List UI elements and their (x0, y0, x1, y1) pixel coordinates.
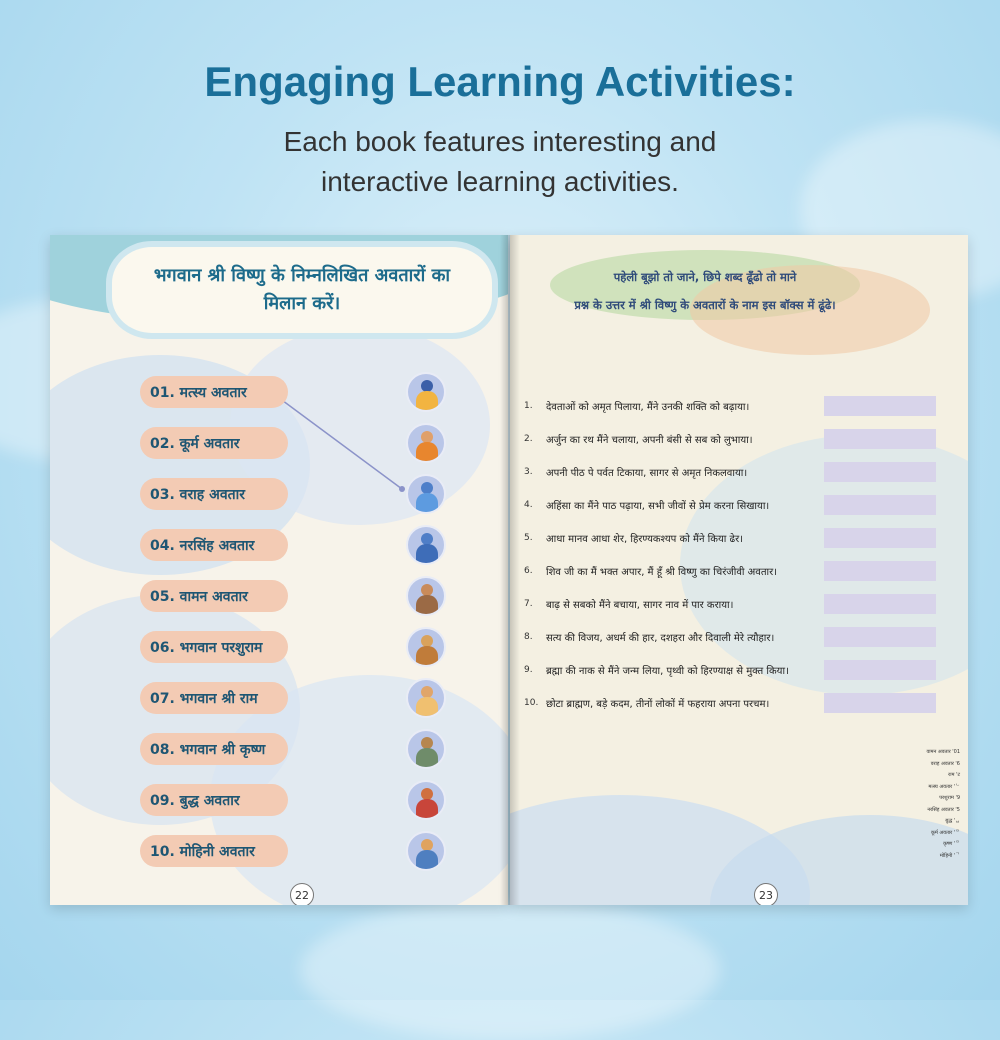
avatar-option-1[interactable]: 01. मत्स्य अवतार (140, 376, 288, 408)
question-number: 7. (524, 599, 533, 609)
avatar-option-3[interactable]: 03. वराह अवतार (140, 478, 288, 510)
answer-box-4[interactable] (824, 495, 936, 515)
avatar-image-2[interactable] (406, 423, 446, 463)
question-number: 4. (524, 500, 533, 510)
answer-key-line: कूर्म अवतार 'ᄅ (930, 829, 960, 836)
answer-box-5[interactable] (824, 528, 936, 548)
question-number: 1. (524, 401, 533, 411)
page-heading: Engaging Learning Activities: (204, 58, 796, 105)
answer-key (890, 747, 960, 862)
answer-box-7[interactable] (824, 594, 936, 614)
avatar-image-8[interactable] (406, 729, 446, 769)
avatar-image-9[interactable] (406, 780, 446, 820)
avatar-image-10[interactable] (406, 831, 446, 871)
page-number-left: 22 (290, 883, 314, 905)
avatar-image-7[interactable] (406, 678, 446, 718)
answer-key-line: राम 'ट (948, 772, 960, 778)
question-text: छोटा ब्राह्मण, बड़े कदम, तीनों लोकों में फहराया अपना परचम। (546, 699, 770, 710)
answer-key-line: मोहिनी 'ᄀ (939, 852, 960, 859)
question-text: देवताओं को अमृत पिलाया, मैंने उनकी शक्ति को बढ़ाया। (546, 402, 750, 413)
avatar-option-10[interactable]: 10. मोहिनी अवतार (140, 835, 288, 867)
avatar-image-4[interactable] (406, 525, 446, 565)
right-page (510, 235, 968, 905)
question-number: 9. (524, 665, 533, 675)
subheading-line-2: interactive learning activities. (321, 166, 679, 197)
question-text: बाढ़ से सबको मैंने बचाया, सागर नाव में पार कराया। (546, 600, 734, 611)
riddle-line-1: पहेली बूझो तो जाने, छिपे शब्द ढूँढो तो माने (613, 270, 797, 284)
question-text: शिव जी का मैं भक्त अपार, मैं हूँ श्री विष्णु का चिरंजीवी अवतार। (546, 567, 778, 578)
question-text: आधा मानव आधा शेर, हिरण्यकश्यप को मैंने किया ढेर। (546, 534, 744, 545)
answer-key-line: नरसिंह अवतार '5 (927, 806, 960, 813)
answer-box-10[interactable] (824, 693, 936, 713)
question-text: अर्जुन का रथ मैंने चलाया, अपनी बंसी से सब को लुभाया। (546, 435, 753, 446)
avatar-option-9[interactable]: 09. बुद्ध अवतार (140, 784, 288, 816)
riddle-banner (540, 263, 870, 333)
answer-box-9[interactable] (824, 660, 936, 680)
question-number: 6. (524, 566, 533, 576)
match-title-line-2: मिलान करें। (263, 293, 341, 314)
question-number: 2. (524, 434, 533, 444)
answer-box-2[interactable] (824, 429, 936, 449)
left-page (50, 235, 508, 905)
answer-box-3[interactable] (824, 462, 936, 482)
answer-box-1[interactable] (824, 396, 936, 416)
page-subheading (150, 122, 850, 202)
avatar-option-4[interactable]: 04. नरसिंह अवतार (140, 529, 288, 561)
subheading-line-1: Each book features interesting and (283, 126, 717, 157)
avatar-option-5[interactable]: 05. वामन अवतार (140, 580, 288, 612)
question-text: अपनी पीठ पे पर्वत टिकाया, सागर से अमृत निकलवाया। (546, 468, 748, 479)
answer-box-6[interactable] (824, 561, 936, 581)
match-title-line-1: भगवान श्री विष्णु के निम्नलिखित अवतारों का (153, 265, 451, 286)
avatar-image-3[interactable] (406, 474, 446, 514)
answer-key-line: वराह अवतार '6 (930, 760, 960, 767)
answer-box-8[interactable] (824, 627, 936, 647)
avatar-option-7[interactable]: 07. भगवान श्री राम (140, 682, 288, 714)
question-number: 3. (524, 467, 533, 477)
avatar-option-8[interactable]: 08. भगवान श्री कृष्ण (140, 733, 288, 765)
avatar-image-5[interactable] (406, 576, 446, 616)
avatar-image-6[interactable] (406, 627, 446, 667)
question-text: सत्य की विजय, अधर्म की हार, दशहरा और दिवाली मेरे त्यौहार। (546, 633, 775, 644)
question-number: 10. (524, 698, 539, 708)
riddle-line-2: प्रश्न के उत्तर में श्री विष्णु के अवतारों के नाम इस बॉक्स में ढूंढे। (574, 298, 836, 312)
avatar-option-2[interactable]: 02. कूर्म अवतार (140, 427, 288, 459)
question-number: 8. (524, 632, 533, 642)
avatar-image-1[interactable] (406, 372, 446, 412)
question-text: ब्रह्मा की नाक से मैंने जन्म लिया, पृथ्वी को हिरण्याक्ष से मुक्त किया। (546, 666, 789, 677)
question-number: 5. (524, 533, 533, 543)
answer-key-line: मत्स्य अवतार 'ᄂ (928, 783, 960, 790)
answer-key-line: परशुराम '9 (939, 795, 960, 801)
avatar-option-6[interactable]: 06. भगवान परशुराम (140, 631, 288, 663)
question-text: अहिंसा का मैंने पाठ पढ़ाया, सभी जीवों से प्रेम करना सिखाया। (546, 501, 770, 512)
open-book (50, 230, 968, 908)
page-number-right: 23 (754, 883, 778, 905)
answer-key-line: कृष्ण 'ᄅ (943, 841, 960, 847)
answer-key-line: वामन अवतार '01 (926, 749, 960, 755)
answer-key-line: बुद्ध 'ᆸ (945, 818, 960, 824)
book-spine (500, 235, 520, 905)
